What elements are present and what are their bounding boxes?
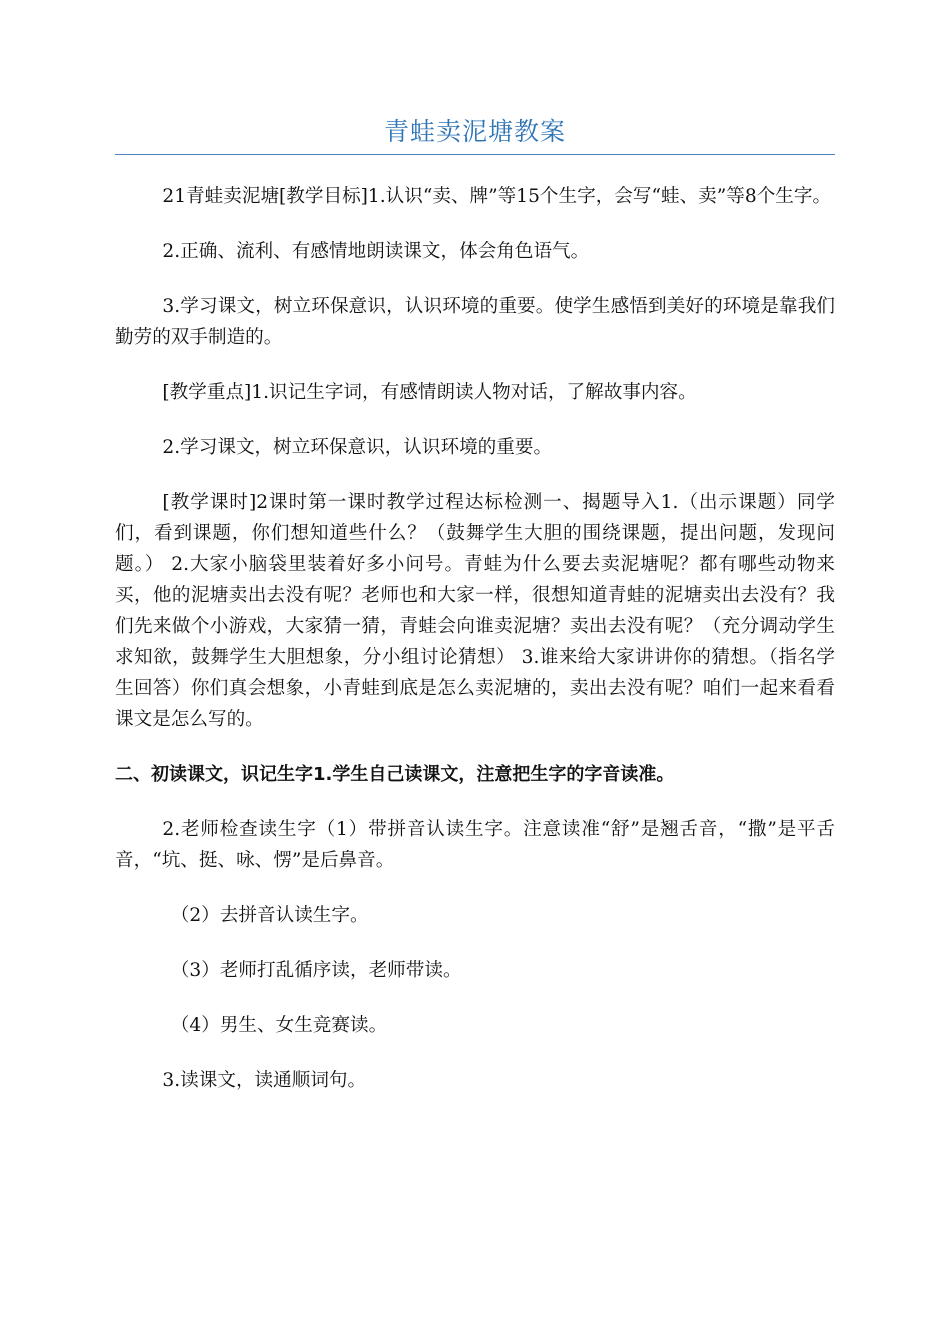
paragraph-objective-3: 3.学习课文，树立环保意识，认识环境的重要。使学生感悟到美好的环境是靠我们勤劳的双手制造的。 (115, 296, 835, 348)
paragraph-step-2: （2）去拼音认读生字。 (170, 905, 369, 926)
paragraph-key-point-2: 2.学习课文，树立环保意识，认识环境的重要。 (162, 437, 553, 458)
paragraph-teaching-objectives: 21青蛙卖泥塘[教学目标]1.认识“卖、牌”等15个生字，会写“蛙、卖”等8个生字。 (162, 186, 832, 207)
paragraph-read-text: 3.读课文，读通顺词句。 (162, 1070, 367, 1091)
paragraph-objective-2: 2.正确、流利、有感情地朗读课文，体会角色语气。 (162, 241, 590, 262)
title-underline (115, 154, 835, 155)
section-heading-first-reading: 二、初读课文，识记生字1.学生自己读课文，注意把生字的字音读准。 (115, 764, 675, 785)
document-title: 青蛙卖泥塘教案 (383, 117, 566, 146)
paragraph-check-characters: 2.老师检查读生字（1）带拼音认读生字。注意读准“舒”是翘舌音，“撒”是平舌音，“坑、挺、咏、愣”是后鼻音。 (115, 819, 835, 871)
paragraph-key-points: [教学重点]1.识记生字词，有感情朗读人物对话，了解故事内容。 (162, 382, 697, 403)
document-body (115, 181, 835, 1120)
paragraph-step-4: （4）男生、女生竞赛读。 (170, 1015, 388, 1036)
paragraph-step-3: （3）老师打乱循序读，老师带读。 (170, 960, 462, 981)
paragraph-lesson-intro: [教学课时]2课时第一课时教学过程达标检测一、揭题导入1.（出示课题）同学们，看到课题，你们想知道些什么？（鼓舞学生大胆的围绕课题，提出问题，发现问题。） 2.大家小脑袋里装着好多小问号。青蛙为什么要去卖泥塘呢？都有哪些动物来买，他的泥塘卖出去没有呢？老师也和大家一样，很想知道青蛙的泥塘卖出去没有？我们先来做个小游戏，大家猜一猜，青蛙会向谁卖泥塘？卖出去没有呢？（充分调动学生求知欲，鼓舞学生大胆想象，分小组讨论猜想） 3.谁来给大家讲讲你的猜想。（指名学生回答）你们真会想象，小青蛙到底是怎么卖泥塘的，卖出去没有呢？咱们一起来看看课文是怎么写的。 (115, 492, 835, 730)
